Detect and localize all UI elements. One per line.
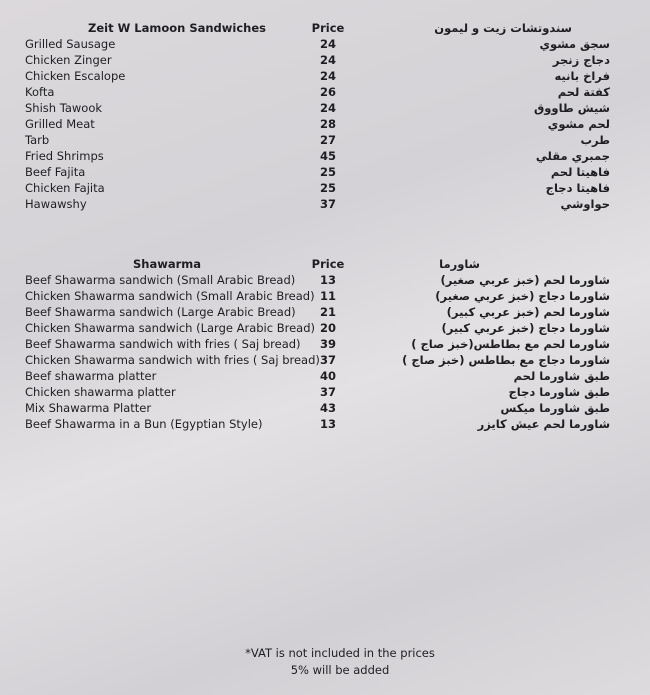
item-price: 11	[319, 289, 336, 303]
price-header: Price	[311, 257, 345, 271]
price-header: Price	[311, 21, 345, 35]
menu-item	[0, 84, 650, 100]
item-name: Fried Shrimps	[25, 149, 104, 163]
section-header	[0, 20, 650, 36]
menu-item	[0, 384, 650, 400]
item-price: 24	[319, 69, 336, 83]
item-price: 37	[319, 197, 336, 211]
section-title: Shawarma	[133, 257, 202, 271]
item-price: 27	[319, 133, 336, 147]
item-name-arabic: كفتة لحم	[557, 85, 610, 99]
menu-item	[0, 320, 650, 336]
menu-item	[0, 336, 650, 352]
item-name-arabic: شاورما لحم عيش كايزر	[477, 417, 610, 431]
item-name: Chicken Fajita	[25, 181, 105, 195]
item-name: Grilled Sausage	[25, 37, 116, 51]
item-price: 45	[319, 149, 336, 163]
item-name: Hawawshy	[25, 197, 87, 211]
item-name: Kofta	[25, 85, 55, 99]
menu-item	[0, 304, 650, 320]
section-title-arabic: سندوتشات زيت و ليمون	[434, 21, 572, 35]
item-name: Chicken Escalope	[25, 69, 126, 83]
menu-item	[0, 116, 650, 132]
item-price: 20	[319, 321, 336, 335]
item-name-arabic: شاورما لحم (خبز عربي كبير)	[446, 305, 610, 319]
item-name: Beef Shawarma sandwich with fries ( Saj bread)	[25, 337, 301, 351]
item-price: 24	[319, 37, 336, 51]
menu-item	[0, 180, 650, 196]
menu-item	[0, 100, 650, 116]
menu-item	[0, 164, 650, 180]
item-name-arabic: شيش طاووق	[534, 101, 610, 115]
item-name: Chicken Zinger	[25, 53, 112, 67]
menu-item	[0, 272, 650, 288]
item-price: 39	[319, 337, 336, 351]
item-price: 24	[319, 101, 336, 115]
section-shawarma	[0, 256, 650, 432]
item-name: Chicken Shawarma sandwich (Small Arabic Bread)	[25, 289, 315, 303]
menu-item	[0, 368, 650, 384]
item-price: 28	[319, 117, 336, 131]
item-name-arabic: طرب	[580, 133, 610, 147]
menu-item	[0, 68, 650, 84]
item-name-arabic: شاورما دجاج مع بطاطس (خبز صاج )	[402, 353, 610, 367]
item-name: Beef shawarma platter	[25, 369, 157, 383]
item-name-arabic: فاهيتا دجاج	[545, 181, 610, 195]
section-title: Zeit W Lamoon Sandwiches	[88, 21, 267, 35]
item-price: 26	[319, 85, 336, 99]
menu-item	[0, 400, 650, 416]
menu-item	[0, 352, 650, 368]
menu-item	[0, 196, 650, 212]
item-name: Mix Shawarma Platter	[25, 401, 152, 415]
item-name: Beef Shawarma sandwich (Small Arabic Bread)	[25, 273, 296, 287]
item-name-arabic: طبق شاورما لحم	[513, 369, 610, 383]
item-name-arabic: شاورما دجاج (خبز عربي صغير)	[435, 289, 610, 303]
item-price: 37	[319, 353, 336, 367]
item-name-arabic: دجاج زنجر	[552, 53, 610, 67]
item-name-arabic: طبق شاورما ميكس	[500, 401, 610, 415]
item-name-arabic: شاورما لحم مع بطاطس(خبز صاج )	[411, 337, 610, 351]
item-name: Beef Shawarma in a Bun (Egyptian Style)	[25, 417, 263, 431]
menu-item	[0, 132, 650, 148]
item-price: 21	[319, 305, 336, 319]
item-name: Chicken Shawarma sandwich with fries ( Saj bread)	[25, 353, 320, 367]
section-header	[0, 256, 650, 272]
menu-item	[0, 52, 650, 68]
item-name-arabic: لحم مشوي	[547, 117, 610, 131]
item-name-arabic: حواوشي	[560, 197, 610, 211]
item-name-arabic: فراخ بانيه	[554, 69, 610, 83]
vat-note-line1: *VAT is not included in the prices	[245, 646, 435, 660]
item-name-arabic: طبق شاورما دجاج	[508, 385, 610, 399]
section-zeit-w-lamoon	[0, 20, 650, 212]
item-name: Grilled Meat	[25, 117, 95, 131]
item-price: 40	[319, 369, 336, 383]
item-name-arabic: شاورما دجاج (خبز عربي كبير)	[441, 321, 610, 335]
item-price: 25	[319, 181, 336, 195]
menu-item	[0, 148, 650, 164]
item-price: 25	[319, 165, 336, 179]
item-name-arabic: سجق مشوي	[539, 37, 610, 51]
item-name: Beef Shawarma sandwich (Large Arabic Bread)	[25, 305, 296, 319]
menu-item	[0, 36, 650, 52]
item-price: 24	[319, 53, 336, 67]
item-name-arabic: فاهيتا لحم	[550, 165, 610, 179]
item-name: Shish Tawook	[25, 101, 103, 115]
vat-note-line2: 5% will be added	[290, 663, 390, 677]
item-name-arabic: جمبري مقلي	[535, 149, 610, 163]
section-title-arabic: شاورما	[439, 257, 480, 271]
menu-item	[0, 416, 650, 432]
item-name: Tarb	[25, 133, 50, 147]
item-price: 13	[319, 417, 336, 431]
menu-item	[0, 288, 650, 304]
item-name: Chicken shawarma platter	[25, 385, 176, 399]
item-name-arabic: شاورما لحم (خبز عربي صغير)	[440, 273, 610, 287]
item-name: Chicken Shawarma sandwich (Large Arabic Bread)	[25, 321, 316, 335]
item-name: Beef Fajita	[25, 165, 86, 179]
item-price: 43	[319, 401, 336, 415]
item-price: 37	[319, 385, 336, 399]
vat-note	[0, 645, 650, 679]
item-price: 13	[319, 273, 336, 287]
